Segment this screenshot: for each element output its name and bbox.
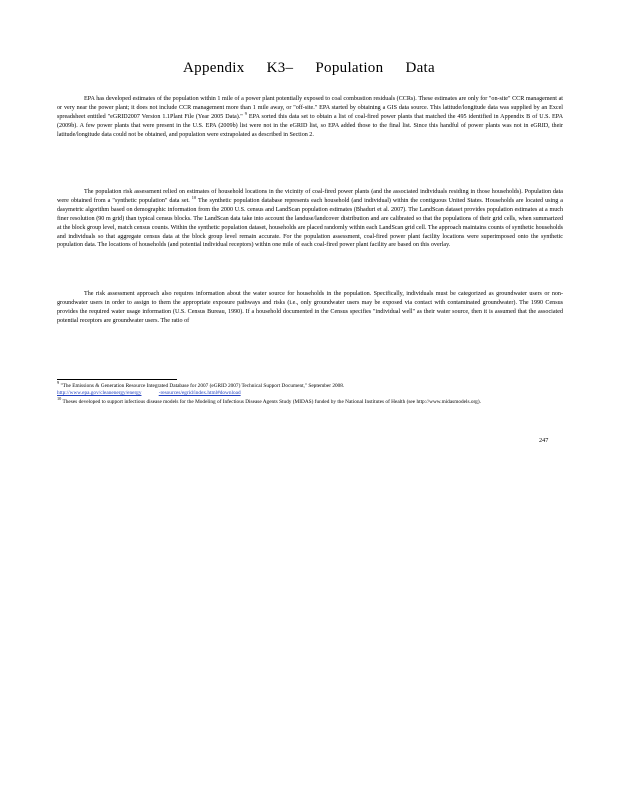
paragraph-text: EPA sorted this data set to obtain a list of coal-fired power plants that matched the 495 identified in Appendix B of U.S. EPA (2009b). A few power plants that were present in the U.S. EPA (2009b) list were not in the eGRID list, so EPA added those to the final list. Since this handful of power plants was not in eGRID, their latitude/longitude data could not be obtained, and population were extrapolated as described in Section 2. (57, 113, 563, 138)
footnote-text: Theses developed to support infectious disease models for the Modeling of Infectious Disease Agents Study (MIDAS) funded by the National Institutes of Health (see http://www.midasmodels.org). (62, 398, 481, 405)
page-title: Appendix K3– Population Data (183, 60, 435, 76)
paragraph-text: The synthetic population database represents each household (and individual) within the contiguous United States. Households are located using a dasymetric algorithm based on demographic information from the 2000 U.S. census and LandScan population estimates (Bhaduri et al. 2007). The LandScan dataset provides population estimates at a much finer resolution (90 m grid) than typical census blocks. The LandScan data take into account the landuse/landcover distribution and are calibrated so that the populations of their grid cells, when summarized at the block group level, match census counts. Within the synthetic population dataset, households are placed randomly within each LandScan grid cell. The approach maintains counts of synthetic households and individuals so that aggregate census data at the block group level remain accurate. For the population assessment, coal-fired power plant facility locations were superimposed onto the synthetic population data. The locations of households (and potential individual receptors) within one mile of each coal-fired power plant facility are based on this overlay. (57, 197, 563, 249)
paragraph-text: The population risk assessment relied on estimates of household locations in the vicinity of coal-fired power plants (and the associated individuals residing in those households). Population data were obtained from a "synthetic population" data set. (57, 189, 563, 204)
page-number: 247 (539, 437, 549, 444)
paragraph-epa-estimates (57, 95, 563, 140)
footnote-9 (57, 380, 563, 398)
footnotes-section (57, 380, 563, 407)
footnote-link[interactable]: http://www.epa.gov/cleanenergy/energy (57, 390, 142, 397)
paragraph-text: The risk assessment approach also requires information about the water source for households in the population. Specifically, individuals must be categorized as groundwater users or non-groundwater users in order to assign to them the appropriate exposure pathways and risks (i.e., only groundwater users may be exposed via contact with contaminated groundwater). The 1990 Census provides the required water usage information (U.S. Census Bureau, 1990). If a household documented in the Census specifies "individual well" as their water source, then it is assumed that the associated potential receptors are groundwater users. The ratio of (57, 291, 563, 324)
footnote-ref-10[interactable]: 10 (191, 194, 197, 200)
footnote-text: "The Emissions & Generation Resource Integrated Database for 2007 (eGRID 2007) Technical Support Document," September 2008. (60, 383, 345, 389)
paragraph-population-risk (57, 188, 563, 250)
footnote-number: 10 (57, 396, 62, 402)
footnote-ref-9[interactable]: 9 (244, 110, 247, 116)
footnote-divider (57, 379, 177, 380)
footnote-number: 9 (57, 380, 60, 386)
footnote-10 (57, 396, 563, 406)
paragraph-water-source (57, 290, 563, 326)
footnote-link[interactable]: -resources/egrid/index.html#download (158, 390, 241, 397)
paragraph-text: EPA has developed estimates of the population within 1 mile of a power plant potentially exposed to coal combustion residuals (CCRs). These estimates are only for "on-site" CCR management at or very near the power plant; it does not include CCR management more than 1 mile away, or "off-site." EPA started by obtaining a GIS data source. This latitude/longitude data was supplied by an Excel spreadsheet entitled "eGRID2007 Version 1.1Plant File (Year 2005 Data)." (57, 96, 563, 120)
